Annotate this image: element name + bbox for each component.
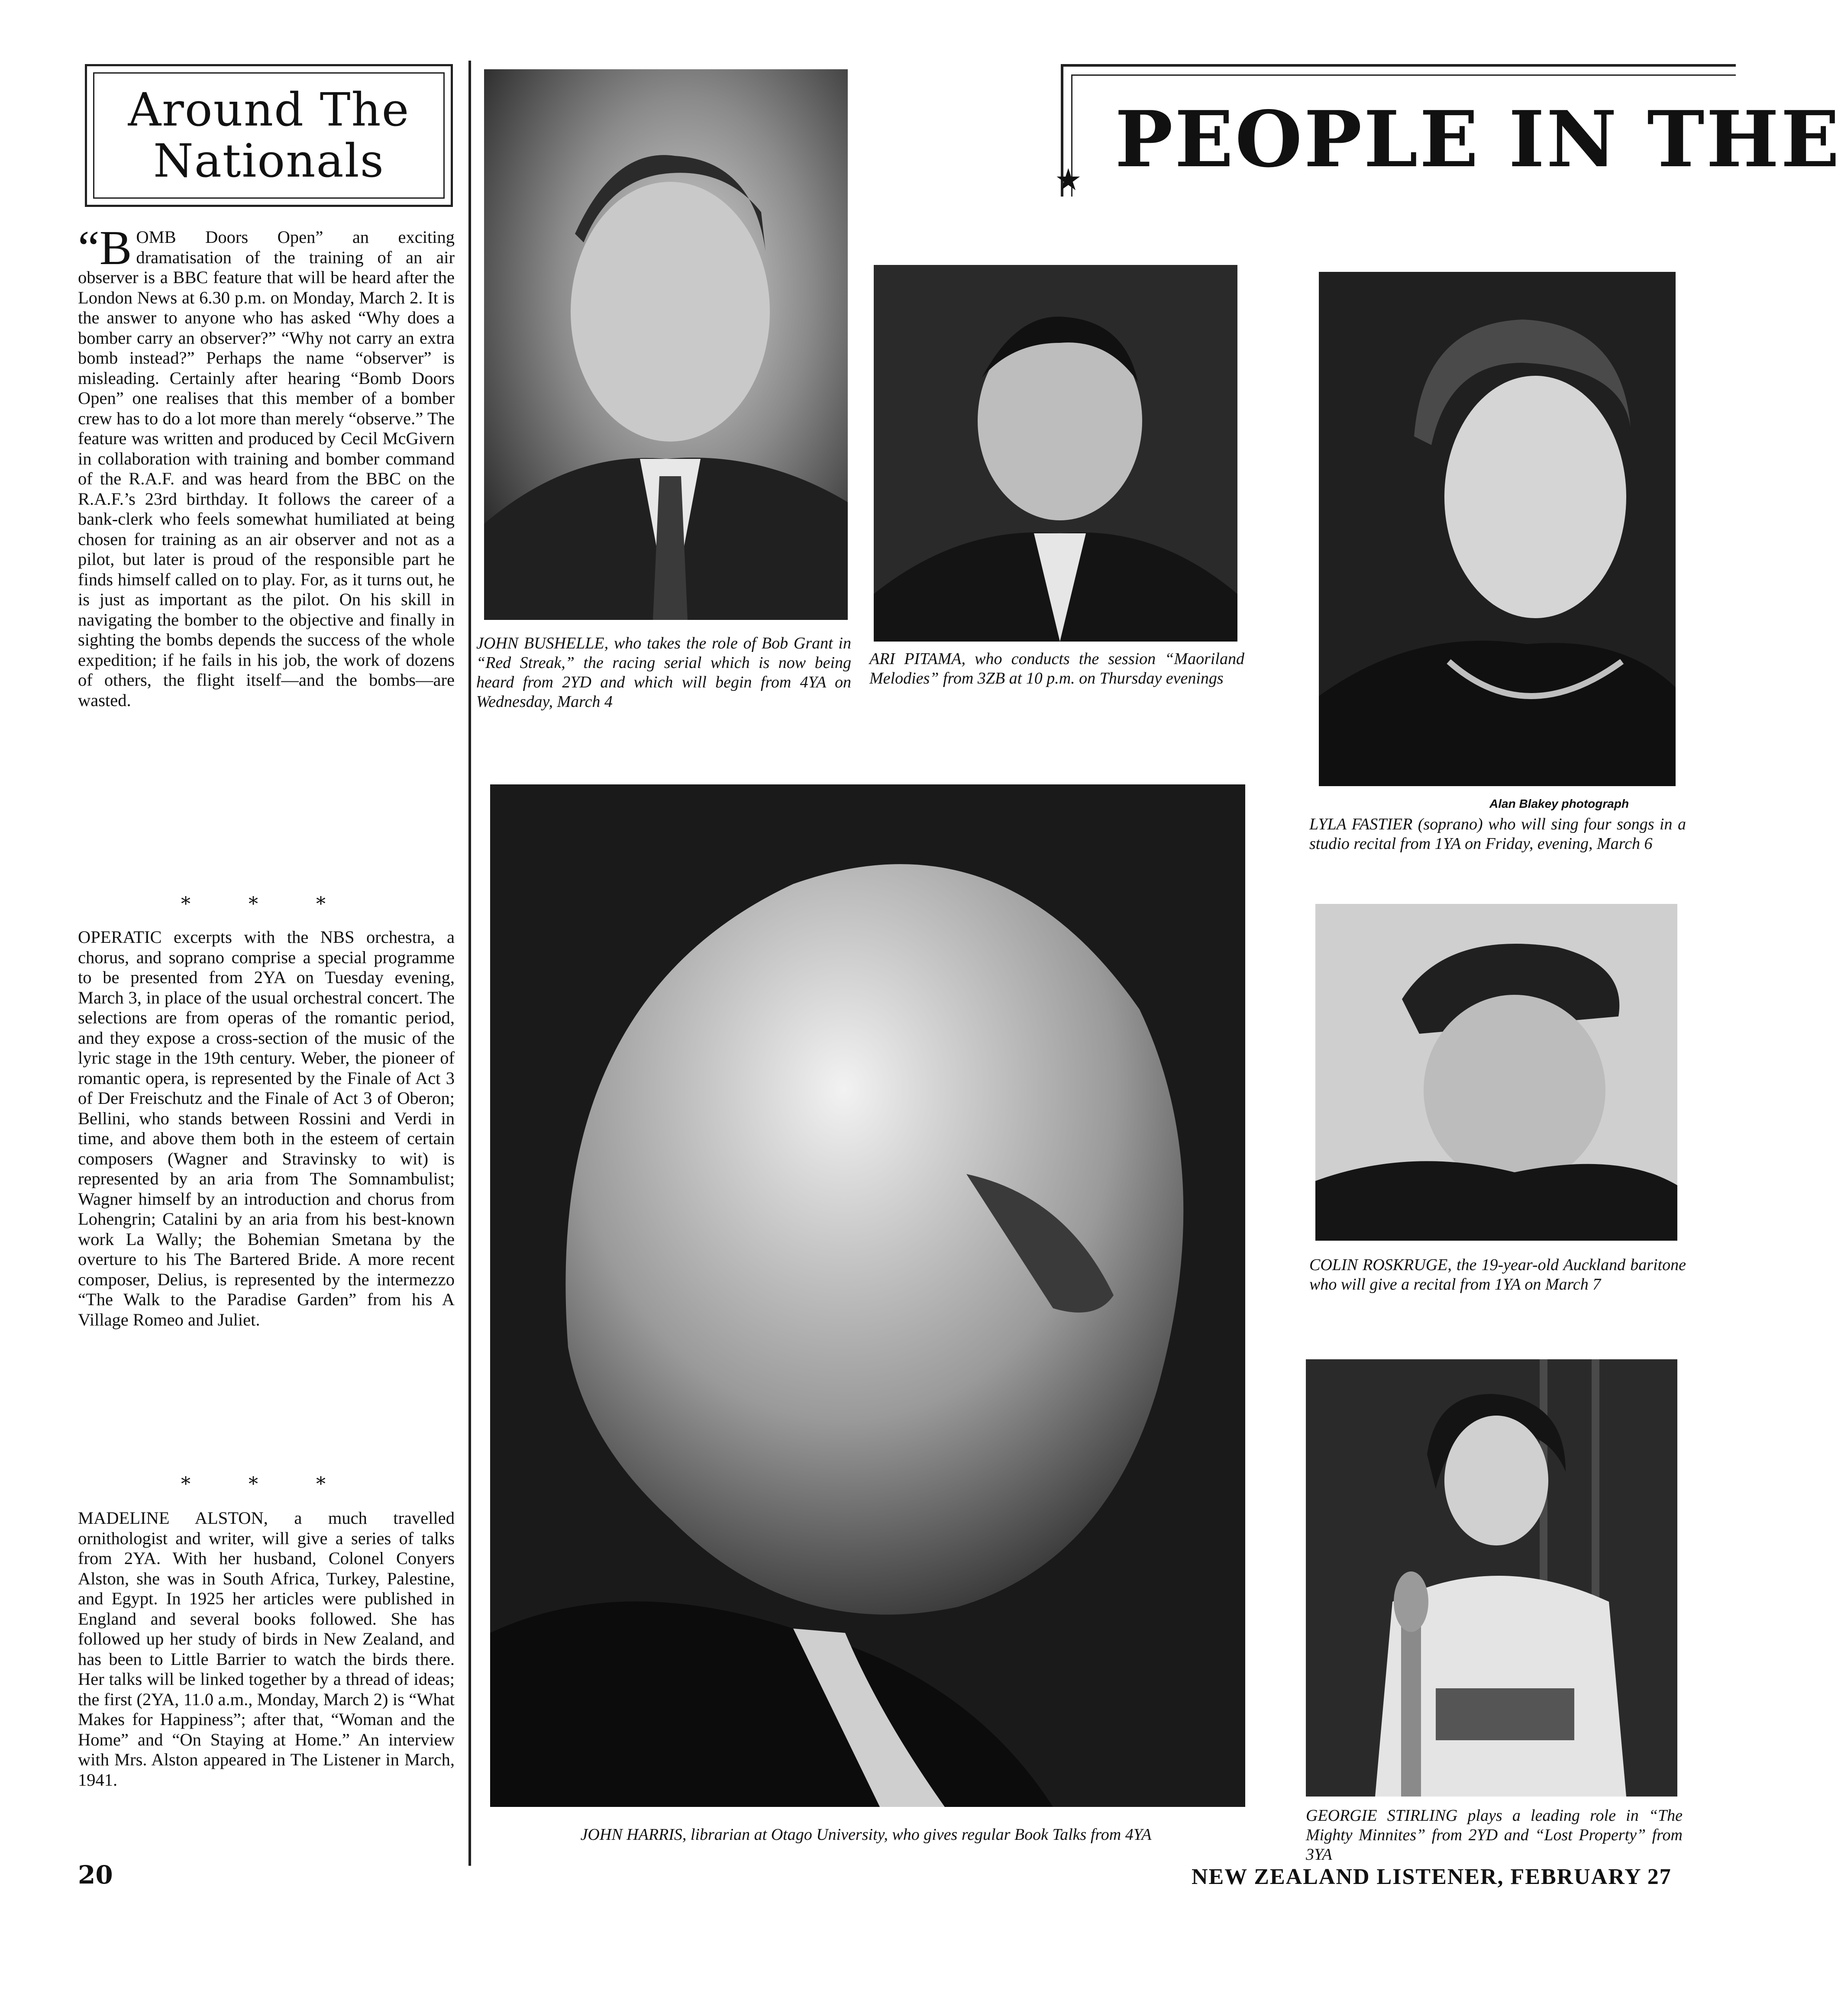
photo-credit: Alan Blakey photograph <box>1489 797 1629 810</box>
column-divider <box>468 61 471 1866</box>
photo-ari-pitama <box>874 265 1237 642</box>
page-headline: PEOPLE IN THE <box>1115 94 1841 184</box>
photo-georgie-stirling <box>1306 1359 1677 1797</box>
caption-john-bushelle: JOHN BUSHELLE, who takes the role of Bob Grant in “Red Streak,” the racing serial which is now being heard from 2YD and which will begin from 4YA on Wednesday, March 4 <box>476 634 851 711</box>
caption-lyla-fastier: LYLA FASTIER (soprano) who will sing four songs in a studio recital from 1YA on Friday, evening, March 6 <box>1309 815 1686 853</box>
separator-stars: * * * <box>181 893 352 915</box>
article-text: OPERATIC excerpts with the NBS orchestra, a chorus, and soprano comprise a special programme to be presented from 2YA on Tuesday evening, March 3, in place of the usual orchestral concert. The selections are from operas of the romantic period, and they expose a cross-section of the music of the lyric stage in the 19th century. Weber, the pioneer of romantic opera, is represented by the Finale of Act 3 of Der Freischutz and the Finale of Act 3 of Oberon; Bellini, who stands between Rossini and Verdi in time, and above them both in the esteem of certain composers (Wagner and Stravinsky to wit) is represented by an aria from The Somnambulist; Wagner himself by an introduction and chorus from Lohengrin; Catalini by an aria from his best-known work La Wally; the Bohemian Smetana by the overture to his The Bartered Bride. A more recent composer, Delius, is represented by the intermezzo “The Walk to the Paradise Garden” from his A Village Romeo and Juliet. <box>78 927 455 1329</box>
photo-lyla-fastier <box>1319 272 1676 786</box>
dropcap: “B <box>78 221 132 275</box>
article-operatic-excerpts <box>78 927 455 1330</box>
article-text: OMB Doors Open” an exciting dramatisation of the training of an air observer is a BBC feature that will be heard after the London News at 6.30 p.m. on Monday, March 2. It is the answer to anyone who has asked “Why does a bomber carry an observer?” “Why not carry an extra bomb instead?” Perhaps the name “observer” is misleading. Certainly after hearing “Bomb Doors Open” one realises that this member of a bomber crew has to do a lot more than merely “observe.” The feature was written and produced by Cecil McGivern in collaboration with training and bomber command of the R.A.F. and was heard from the BBC on the R.A.F.’s 23rd birthday. It follows the career of a bank-clerk who feels somewhat humiliated at being chosen for training as an air observer and not as a pilot, but later is proud of the responsible part he finds himself called on to play. For, as it turns out, he is just as important as the pilot. On his skill in navigating the bomber to the objective and finally in sighting the bombs depends the success of the whole expedition; if he fails in his job, the work of dozens of others, the flight itself—and the bombs—are wasted. <box>78 227 455 710</box>
column-heading-box <box>85 64 453 207</box>
caption-ari-pitama: ARI PITAMA, who conducts the session “Maoriland Melodies” from 3ZB at 10 p.m. on Thursday evenings <box>869 650 1244 687</box>
caption-georgie-stirling: GEORGIE STIRLING plays a leading role in “The Mighty Minnites” from 2YD and “Lost Property” from 3YA <box>1306 1806 1683 1864</box>
column-title-line1: Around The <box>128 83 410 136</box>
photo-john-harris <box>490 784 1245 1807</box>
caption-colin-roskruge: COLIN ROSKRUGE, the 19-year-old Auckland baritone who will give a recital from 1YA on March 7 <box>1309 1256 1686 1293</box>
column-title-line2: Nationals <box>153 134 385 187</box>
photo-john-bushelle <box>484 69 848 620</box>
footer-masthead: NEW ZEALAND LISTENER, FEBRUARY 27 <box>1192 1864 1672 1889</box>
article-text: MADELINE ALSTON, a much travelled ornithologist and writer, will give a series of talks from 2YA. With her husband, Colonel Conyers Alston, she was in South Africa, Turkey, Palestine, and Egypt. In 1925 her articles were published in England and several books followed. She has followed up her study of birds in New Zealand, and has been to Little Barrier to watch the birds there. Her talks will be linked together by a thread of ideas; the first (2YA, 11.0 a.m., Monday, March 2) is “What Makes for Happiness”; after that, “Woman and the Home” and “On Staying at Home.” An interview with Mrs. Alston appeared in The Listener in March, 1941. <box>78 1508 455 1790</box>
star-ornament: ★ <box>1055 162 1082 197</box>
article-madeline-alston <box>78 1508 455 1790</box>
separator-stars: * * * <box>181 1473 352 1495</box>
article-bomb-doors-open <box>78 221 455 710</box>
page-number: 20 <box>78 1860 113 1890</box>
caption-john-harris: JOHN HARRIS, librarian at Otago University, who gives regular Book Talks from 4YA <box>580 1826 1152 1844</box>
photo-colin-roskruge <box>1315 904 1677 1241</box>
